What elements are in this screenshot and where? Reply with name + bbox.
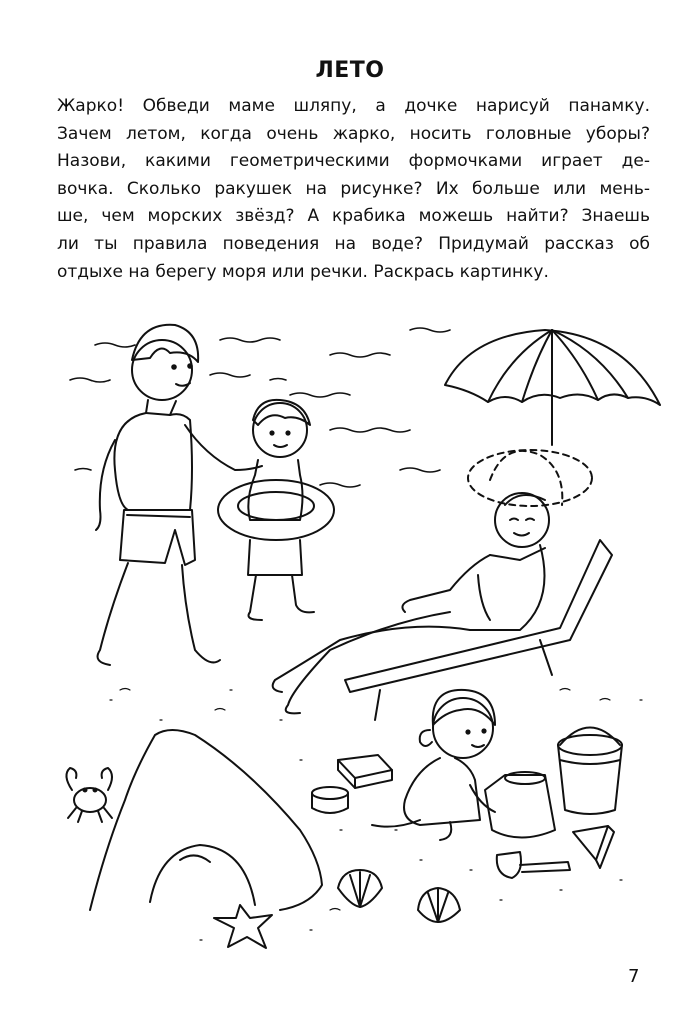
task-line: Назови, какими геометрическими формочками играет де- bbox=[57, 151, 650, 172]
seashell bbox=[338, 870, 382, 907]
task-line: Жарко! Обведи маме шляпу, а дочке нарисуй панамку. bbox=[57, 96, 650, 116]
task-line: Зачем летом, когда очень жарко, носить головные уборы? bbox=[57, 123, 650, 144]
beach-umbrella bbox=[445, 330, 660, 445]
toy-shovel bbox=[497, 852, 570, 878]
task-line: отдыхе на берегу моря или речки. Раскрась картинку. bbox=[57, 261, 549, 282]
task-line: ли ты правила поведения на воде? Придумай рассказ об bbox=[57, 233, 650, 254]
bucket bbox=[558, 728, 622, 815]
mother-on-lounger bbox=[273, 450, 612, 720]
sand-texture bbox=[110, 689, 642, 941]
starfish bbox=[214, 905, 272, 948]
page-number: 7 bbox=[628, 966, 640, 987]
page-title: ЛЕТО bbox=[315, 58, 385, 83]
seashell bbox=[418, 888, 460, 922]
sea-waves bbox=[70, 328, 450, 487]
crab bbox=[66, 768, 112, 822]
round-mold bbox=[312, 787, 348, 813]
block-mold bbox=[338, 755, 392, 788]
triangle-mold bbox=[573, 826, 614, 868]
task-line: вочка. Сколько ракушек на рисунке? Их больше или мень- bbox=[57, 178, 650, 199]
beach-coloring-illustration bbox=[50, 310, 690, 960]
mother-hat-outline bbox=[468, 450, 592, 506]
task-text bbox=[57, 93, 650, 286]
father-figure bbox=[96, 325, 262, 665]
girl-with-sand-molds bbox=[372, 690, 555, 840]
task-line: ше, чем морских звёзд? А крабика можешь найти? Знаешь bbox=[57, 206, 650, 227]
boy-with-swim-ring bbox=[218, 400, 334, 620]
rock bbox=[90, 730, 322, 910]
